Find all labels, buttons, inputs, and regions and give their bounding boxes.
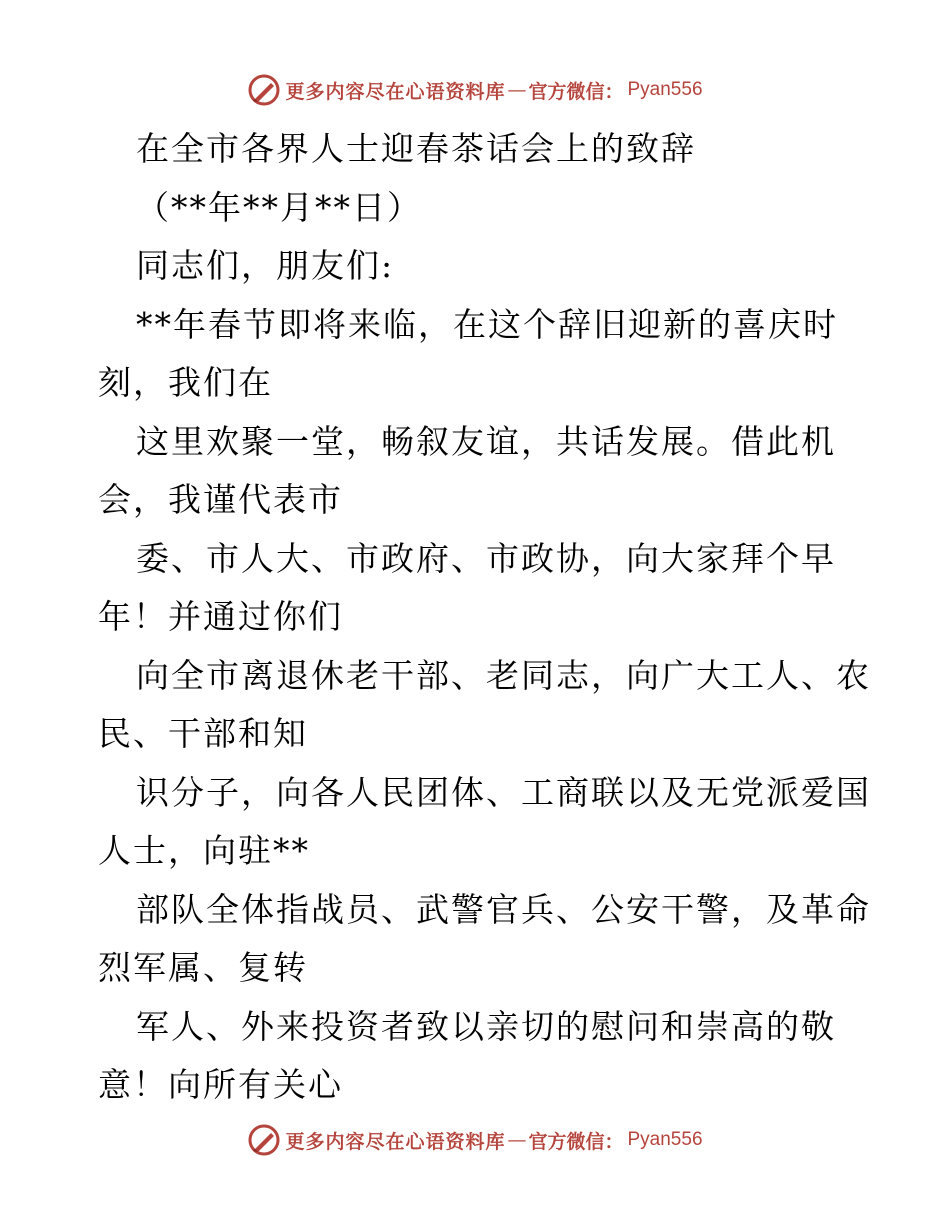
text-line: （**年**月**日） [136,187,422,227]
pen-logo-icon [247,1123,281,1157]
text-line: 部队全体指战员、武警官兵、公安干警，及革命 [136,889,871,929]
text-line: 这里欢聚一堂，畅叙友谊，共话发展。借此机 [136,421,836,461]
text-line: 识分子，向各人民团体、工商联以及无党派爱国 [136,772,871,812]
text-line: 会，我谨代表市 [98,480,343,519]
banner-text: 更多内容尽在心语资料库 [285,1130,506,1153]
document-body [98,120,871,1115]
banner-wechat-id: Pyan556 [627,1129,703,1150]
banner-separator: — [507,1129,527,1151]
text-line: 向全市离退休老干部、老同志，向广大工人、农 [136,655,871,695]
document-title: 在全市各界人士迎春茶话会上的致辞 [136,129,696,168]
text-line: 委、市人大、市政府、市政协，向大家拜个早 [136,538,836,578]
text-line: 军人、外来投资者致以亲切的慰问和崇高的敬 [136,1006,836,1046]
text-line: 民、干部和知 [98,714,308,753]
text-line: **年春节即将来临，在这个辞旧迎新的喜庆时 [136,304,838,344]
text-line: 烈军属、复转 [98,948,308,987]
text-line: 人士，向驻** [98,831,310,870]
pen-logo-icon [247,73,281,107]
banner-wechat-id: Pyan556 [627,79,703,100]
banner-wechat-label: 官方微信： [528,1130,624,1153]
text-line: 同志们，朋友们: [136,246,395,285]
text-line: 年！并通过你们 [98,597,343,636]
header-banner [0,70,950,110]
banner-wechat-label: 官方微信： [528,80,624,103]
banner-separator: — [507,79,527,101]
text-line: 意！向所有关心 [98,1065,343,1104]
text-line: 刻，我们在 [98,363,273,402]
banner-text: 更多内容尽在心语资料库 [285,80,506,103]
footer-banner [0,1120,950,1160]
